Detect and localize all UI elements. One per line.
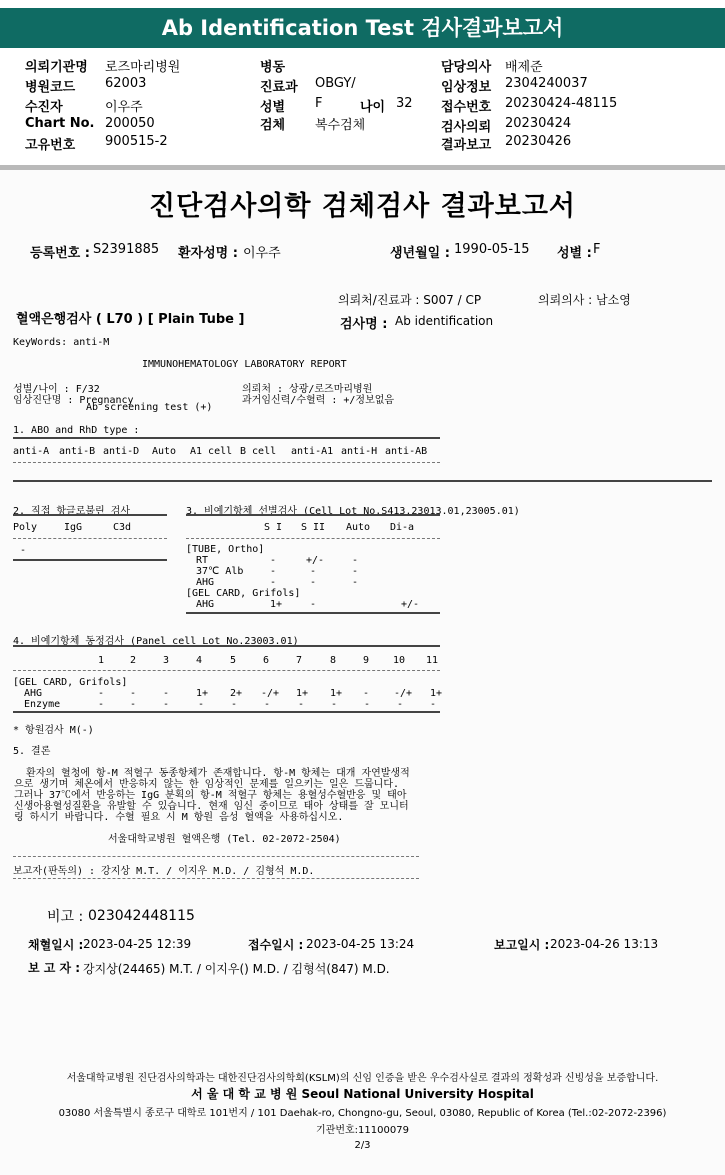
panel-cell: 1+ [196,688,209,699]
footer-certification: 서울대학교병원 진단검사의학과는 대한진단검사의학회(KSLM)의 신임 인증을 받은 우수검사실로 결과의 정확성과 신빙성을 보증합니다. [66,1073,659,1084]
reporter-line: 보고자(판독의) : 강지상 M.T. / 이지우 M.D. / 김형석 M.D. [13,866,315,877]
unique-no-label: 고유번호 [25,138,76,153]
patient-name-value: 이우주 [243,246,281,261]
dat-title: 2. 직접 항글로불린 검사 [13,506,131,517]
abo-title: 1. ABO and RhD type : [13,425,140,436]
request-date-value: 20230424 [505,116,572,131]
panel-gel-label: [GEL CARD, Grifols] [13,677,128,688]
screening-cell: - [310,566,317,577]
panel-row-label: Enzyme [24,699,61,710]
sex2-value: F [593,242,601,257]
dat-header: C3d [113,522,132,533]
hospital-label: 의뢰기관명 [25,60,88,75]
screening-cell: - [270,577,277,588]
abo-header: B cell [240,446,277,457]
panel-header: 2 [130,655,137,666]
conclusion-line: 신생아용혈성질환을 유발할 수 있습니다. 현재 임신 중이므로 태아 상태를 잘 모니터 [14,801,409,812]
sex2-label: 성별 : [557,246,592,261]
clinical-info-value: 2304240037 [505,76,588,91]
panel-title: 4. 비예기항체 동정검사 (Panel cell Lot No.23003.01) [13,636,299,647]
hospital-value: 로즈마리병원 [105,60,181,75]
abo-header: anti-AB [385,446,428,457]
result-date-value: 20230426 [505,134,572,149]
diagnosis-1: 임상진단명 : Pregnancy [13,395,134,406]
screening-cell: - [352,555,359,566]
panel-cell: - [264,699,271,710]
screening-cell: - [270,566,277,577]
specimen-label: 검체 [260,118,286,133]
footer-address: 03080 서울특별시 종로구 대학로 101번지 / 101 Daehak-ro, Chongno-gu, Seoul, 03080, Republic of Korea (Tel.:02-2072-2396) [58,1108,667,1119]
panel-row-label: AHG [24,688,43,699]
dept-line: 의뢰처/진료과 : S007 / CP [338,293,482,307]
test-name-value: Ab identification [395,314,494,328]
report-date-label: 보고일시 : [494,938,550,952]
screening-header: S II [301,522,326,533]
reg-no-label: 등록번호 : [30,246,90,261]
reporter2-value: 강지상(24465) M.T. / 이지우() M.D. / 김형석(847) M.D. [83,962,390,976]
sex-value: F [315,96,323,111]
double-rule [186,612,440,616]
screening-cell: - [270,555,277,566]
panel-cell: - [363,688,370,699]
doctor-line: 의뢰의사 : 남소영 [538,293,631,307]
age-value: 32 [396,96,413,111]
panel-cell: - [231,699,238,710]
panel-header: 1 [98,655,105,666]
doctor-label: 담당의사 [441,60,492,75]
double-rule [13,437,440,441]
chart-no-value: 200050 [105,116,155,131]
screening-header: Auto [346,522,371,533]
history: 과거임신력/수혈력 : +/정보없음 [242,395,395,406]
dat-header: Poly [13,522,38,533]
panel-cell: - [98,688,105,699]
specimen-value: 복수검체 [315,118,366,133]
sex-age: 성별/나이 : F/32 [13,384,100,395]
note-label: 비고 : [47,909,84,925]
sex-label: 성별 [260,100,286,115]
screening-title: 3. 비예기항체 선별검사 (Cell Lot No.S413,23013.01,23005.01) [186,506,520,517]
result-date-label: 결과보고 [441,138,492,153]
receipt-label: 접수일시 : [248,938,304,952]
department-value: OBGY/ [315,76,356,91]
hospital-code-value: 62003 [105,76,147,91]
panel-header: 9 [363,655,370,666]
screening-cell: - [352,566,359,577]
panel-cell: - [198,699,205,710]
panel-header: 7 [296,655,303,666]
abo-header: anti-A1 [291,446,334,457]
panel-cell: - [397,699,404,710]
dob-label: 생년월일 : [390,246,450,261]
double-rule [186,514,440,518]
panel-header: 6 [263,655,270,666]
panel-header: 8 [330,655,337,666]
receipt-no-value: 20230424-48115 [505,96,618,111]
receipt-no-label: 접수번호 [441,100,492,115]
dashed-rule [13,538,167,539]
panel-cell: - [130,688,137,699]
chart-no-label: Chart No. [25,116,95,131]
patient-value: 이우주 [105,100,143,115]
panel-header: 10 [393,655,406,666]
dashed-rule [13,856,419,857]
abo-header: anti-D [103,446,140,457]
panel-cell: - [298,699,305,710]
panel-cell: -/+ [394,688,413,699]
double-rule [13,480,712,484]
dat-header: IgG [64,522,83,533]
panel-cell: - [364,699,371,710]
dashed-rule [13,462,440,463]
abo-header: Auto [152,446,177,457]
screening-cell: - [310,577,317,588]
screening-cell: +/- [306,555,325,566]
tube-label: [TUBE, Ortho] [186,544,265,555]
antigen-test: * 항원검사 M(-) [13,725,94,736]
section-title: 혈액은행검사 ( L70 ) [ Plain Tube ] [16,312,245,327]
doctor-value: 배제준 [505,60,543,75]
screening-cell: +/- [401,599,420,610]
report-date-value: 2023-04-26 13:13 [550,937,659,951]
abo-header: A1 cell [190,446,233,457]
footer-hospital-name: 서 울 대 학 교 병 원 Seoul National University Hospital [191,1087,534,1101]
conclusion-line: 환자의 혈청에 항-M 적혈구 동종항체가 존재합니다. 항-M 항체는 대개 자연발생적 [14,768,410,779]
footer-institution-no: 기관번호:11100079 [316,1125,409,1136]
request-date-label: 검사의뢰 [441,120,492,135]
lab-report-title: IMMUNOHEMATOLOGY LABORATORY REPORT [142,359,347,370]
screening-row-label: AHG [196,577,215,588]
panel-cell: - [130,699,137,710]
panel-cell: 1+ [296,688,309,699]
collect-label: 채혈일시 : [28,938,84,952]
abo-header: anti-B [59,446,96,457]
panel-cell: 1+ [430,688,443,699]
panel-cell: 2+ [230,688,243,699]
double-rule [13,645,440,649]
conclusion-title: 5. 결론 [13,746,51,757]
panel-header: 4 [196,655,203,666]
dat-value: - [20,545,27,556]
dob-value: 1990-05-15 [454,242,530,257]
abo-header: anti-H [341,446,378,457]
reg-no-value: S2391885 [93,242,160,257]
blood-bank-line: 서울대학교병원 혈액은행 (Tel. 02-2072-2504) [108,834,341,845]
note-value: 023042448115 [88,908,195,924]
conclusion-line: 그러나 37℃에서 반응하는 IgG 분획의 항-M 적혈구 항체는 용혈성수혈반응 및 태아 [14,790,407,801]
department-label: 진료과 [260,80,298,95]
collect-value: 2023-04-25 12:39 [83,937,192,951]
screening-row-label: 37℃ Alb [196,566,244,577]
page-number: 2/3 [354,1140,371,1151]
panel-cell: - [163,688,170,699]
keywords: KeyWords: anti-M [13,337,110,348]
double-rule [13,559,167,563]
referrer: 의뢰처 : 상광/로즈마리병원 [242,384,373,395]
panel-cell: - [163,699,170,710]
age-label: 나이 [360,100,386,115]
receipt-value: 2023-04-25 13:24 [306,937,415,951]
gel-card-label: [GEL CARD, Grifols] [186,588,301,599]
conclusion-line: 링 하시기 바랍니다. 수혈 필요 시 M 항원 음성 혈액을 사용하십시오. [14,812,344,823]
screening-header: Di-a [390,522,415,533]
patient-name-label: 환자성명 : [178,246,238,261]
dashed-rule [13,670,440,671]
panel-header: 5 [230,655,237,666]
report-title: 진단검사의학 검체검사 결과보고서 [148,191,577,222]
screening-cell: 1+ [270,599,283,610]
screening-row-label: AHG [196,599,215,610]
abo-header: anti-A [13,446,50,457]
panel-cell: -/+ [261,688,280,699]
hospital-code-label: 병원코드 [25,80,76,95]
screening-cell: - [352,577,359,588]
panel-cell: - [98,699,105,710]
double-rule [13,711,440,715]
dashed-rule [186,538,440,539]
dashed-rule [13,878,419,879]
panel-header: 3 [163,655,170,666]
panel-cell: - [430,699,437,710]
unique-no-value: 900515-2 [105,134,168,149]
test-name-label: 검사명 : [340,317,388,332]
reporter2-label: 보 고 자 : [28,961,81,975]
screening-row-label: RT [196,555,209,566]
ward-label: 병동 [260,60,286,75]
screening-cell: - [310,599,317,610]
diagnosis-2: Ab screening test (+) [86,402,213,413]
report-title-bar: Ab Identification Test 검사결과보고서 [0,8,725,48]
report-document [0,170,725,1175]
panel-header: 11 [426,655,439,666]
panel-cell: 1+ [330,688,343,699]
patient-label: 수진자 [25,100,63,115]
double-rule [13,514,167,518]
screening-header: S I [264,522,283,533]
conclusion-line: 으로 생기며 체온에서 반응하지 않는 한 임상적인 문제를 일으키는 일은 드뭅니다. [14,779,400,790]
clinical-info-label: 임상정보 [441,80,492,95]
panel-cell: - [331,699,338,710]
